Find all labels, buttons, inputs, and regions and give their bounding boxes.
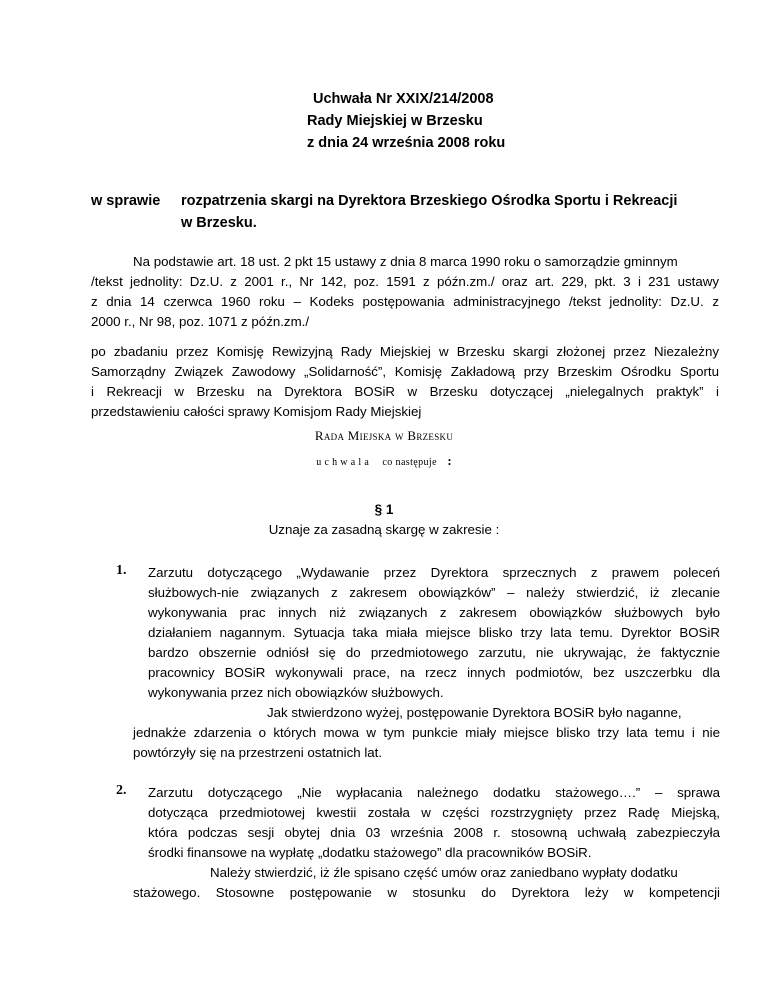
item-line: dotycząca przedmiotowej kwestii została w części rozstrzygnięty przez Radę Miejską, — [148, 805, 720, 820]
item-1-text — [148, 563, 720, 703]
resolves-colon: : — [447, 453, 452, 468]
item-line: wykonywania przez nich obowiązków służbowych. — [148, 685, 444, 700]
legal-basis-line: Na podstawie art. 18 ust. 2 pkt 15 ustawy z dnia 8 marca 1990 roku o samorządzie gminnym — [133, 254, 678, 269]
legal-basis-line: z dnia 14 czerwca 1960 roku – Kodeks postępowania administracyjnego /tekst jednolity: Dz.U. z — [91, 294, 719, 309]
item-line: Zarzutu dotyczącego „Wydawanie przez Dyrektora sprzecznych z prawem poleceń — [148, 565, 720, 580]
preamble-line: przedstawieniu całości sprawy Komisjom Rady Miejskiej — [91, 404, 422, 419]
item-line: wykonywania prac innych niż związanych z zakresem obowiązków służbowych było — [148, 605, 720, 620]
item-2-continuation — [133, 863, 720, 903]
council-name: Rady Miejskiej w Brzesku — [307, 113, 483, 129]
item-line: pracownicy BOSiR wykonywali prace, na rzecz innych podmiotów, bez uszczerbku dla — [148, 665, 720, 680]
subject-line-1: rozpatrzenia skargi na Dyrektora Brzeskiego Ośrodka Sportu i Rekreacji — [181, 193, 678, 209]
item-line: Zarzutu dotyczącego „Nie wypłacania należnego dodatku stażowego….” – sprawa — [148, 785, 720, 800]
resolves-word: uchwala — [316, 457, 372, 468]
item-line: powtórzyły się na przestrzeni ostatnich lat. — [133, 745, 383, 760]
item-line: Należy stwierdzić, iż źle spisano część umów oraz zaniedbano wypłaty dodatku — [210, 865, 678, 880]
item-number: 1. — [116, 563, 127, 578]
resolution-number: Uchwała Nr XXIX/214/2008 — [313, 91, 494, 107]
resolves-rest: co następuje — [382, 457, 437, 468]
subject-line-2: w Brzesku. — [181, 215, 257, 231]
item-line: służbowych-nie związanych z zakresem obowiązków” – należy stwierdzić, iż zlecanie — [148, 585, 720, 600]
preamble-paragraph — [91, 342, 719, 422]
preamble-line: Samorządny Związek Zawodowy „Solidarność”, Komisję Zakładową przy Brzeskim Ośrodku Sportu — [91, 364, 719, 379]
item-line: stażowego. Stosowne postępowanie w stosunku do Dyrektora leży w kompetencji — [133, 885, 720, 900]
legal-basis-paragraph — [91, 252, 719, 332]
item-line: jednakże zdarzenia o których mowa w tym punkcie miały miejsce blisko trzy lata temu i nie — [133, 725, 720, 740]
resolution-date: z dnia 24 września 2008 roku — [307, 135, 506, 151]
item-line: bardzo obszernie odniósł się do przedmiotowego zarzutu, nie ukrywając, że faktycznie — [148, 645, 720, 660]
item-number: 2. — [116, 783, 127, 798]
section-symbol: § 1 — [374, 502, 394, 517]
item-line: która podczas sesji obytej dnia 03 września 2008 r. stosowną uchwałą zabezpieczyła — [148, 825, 720, 840]
preamble-line: i Rekreacji w Brzesku na Dyrektora BOSiR w Brzesku dotyczącej „nielegalnych praktyk” i — [91, 384, 719, 399]
item-line: Jak stwierdzono wyżej, postępowanie Dyrektora BOSiR było naganne, — [267, 705, 682, 720]
legal-basis-line: /tekst jednolity: Dz.U. z 2001 r., Nr 142, poz. 1591 z późn.zm./ oraz art. 229, pkt. 3 i 231 ustawy — [91, 274, 719, 289]
preamble-line: po zbadaniu przez Komisję Rewizyjną Rady Miejskiej w Brzesku skargi złożonej przez Niezależny — [91, 344, 719, 359]
resolves-line — [0, 452, 768, 470]
item-2-text — [148, 783, 720, 863]
item-line: środki finansowe na wypłatę „dodatku stażowego” dla pracowników BOSiR. — [148, 845, 592, 860]
item-1-continuation — [133, 703, 720, 763]
subject-label: w sprawie — [91, 193, 161, 209]
council-heading: Rada Miejska w Brzesku — [314, 428, 454, 443]
item-line: działaniem nagannym. Sytuacja taka miała miejsce blisko trzy lata temu. Dyrektor BOSiR — [148, 625, 720, 640]
section-intro: Uznaje za zasadną skargę w zakresie : — [268, 522, 500, 537]
legal-basis-line: 2000 r., Nr 98, poz. 1071 z późn.zm./ — [91, 314, 310, 329]
